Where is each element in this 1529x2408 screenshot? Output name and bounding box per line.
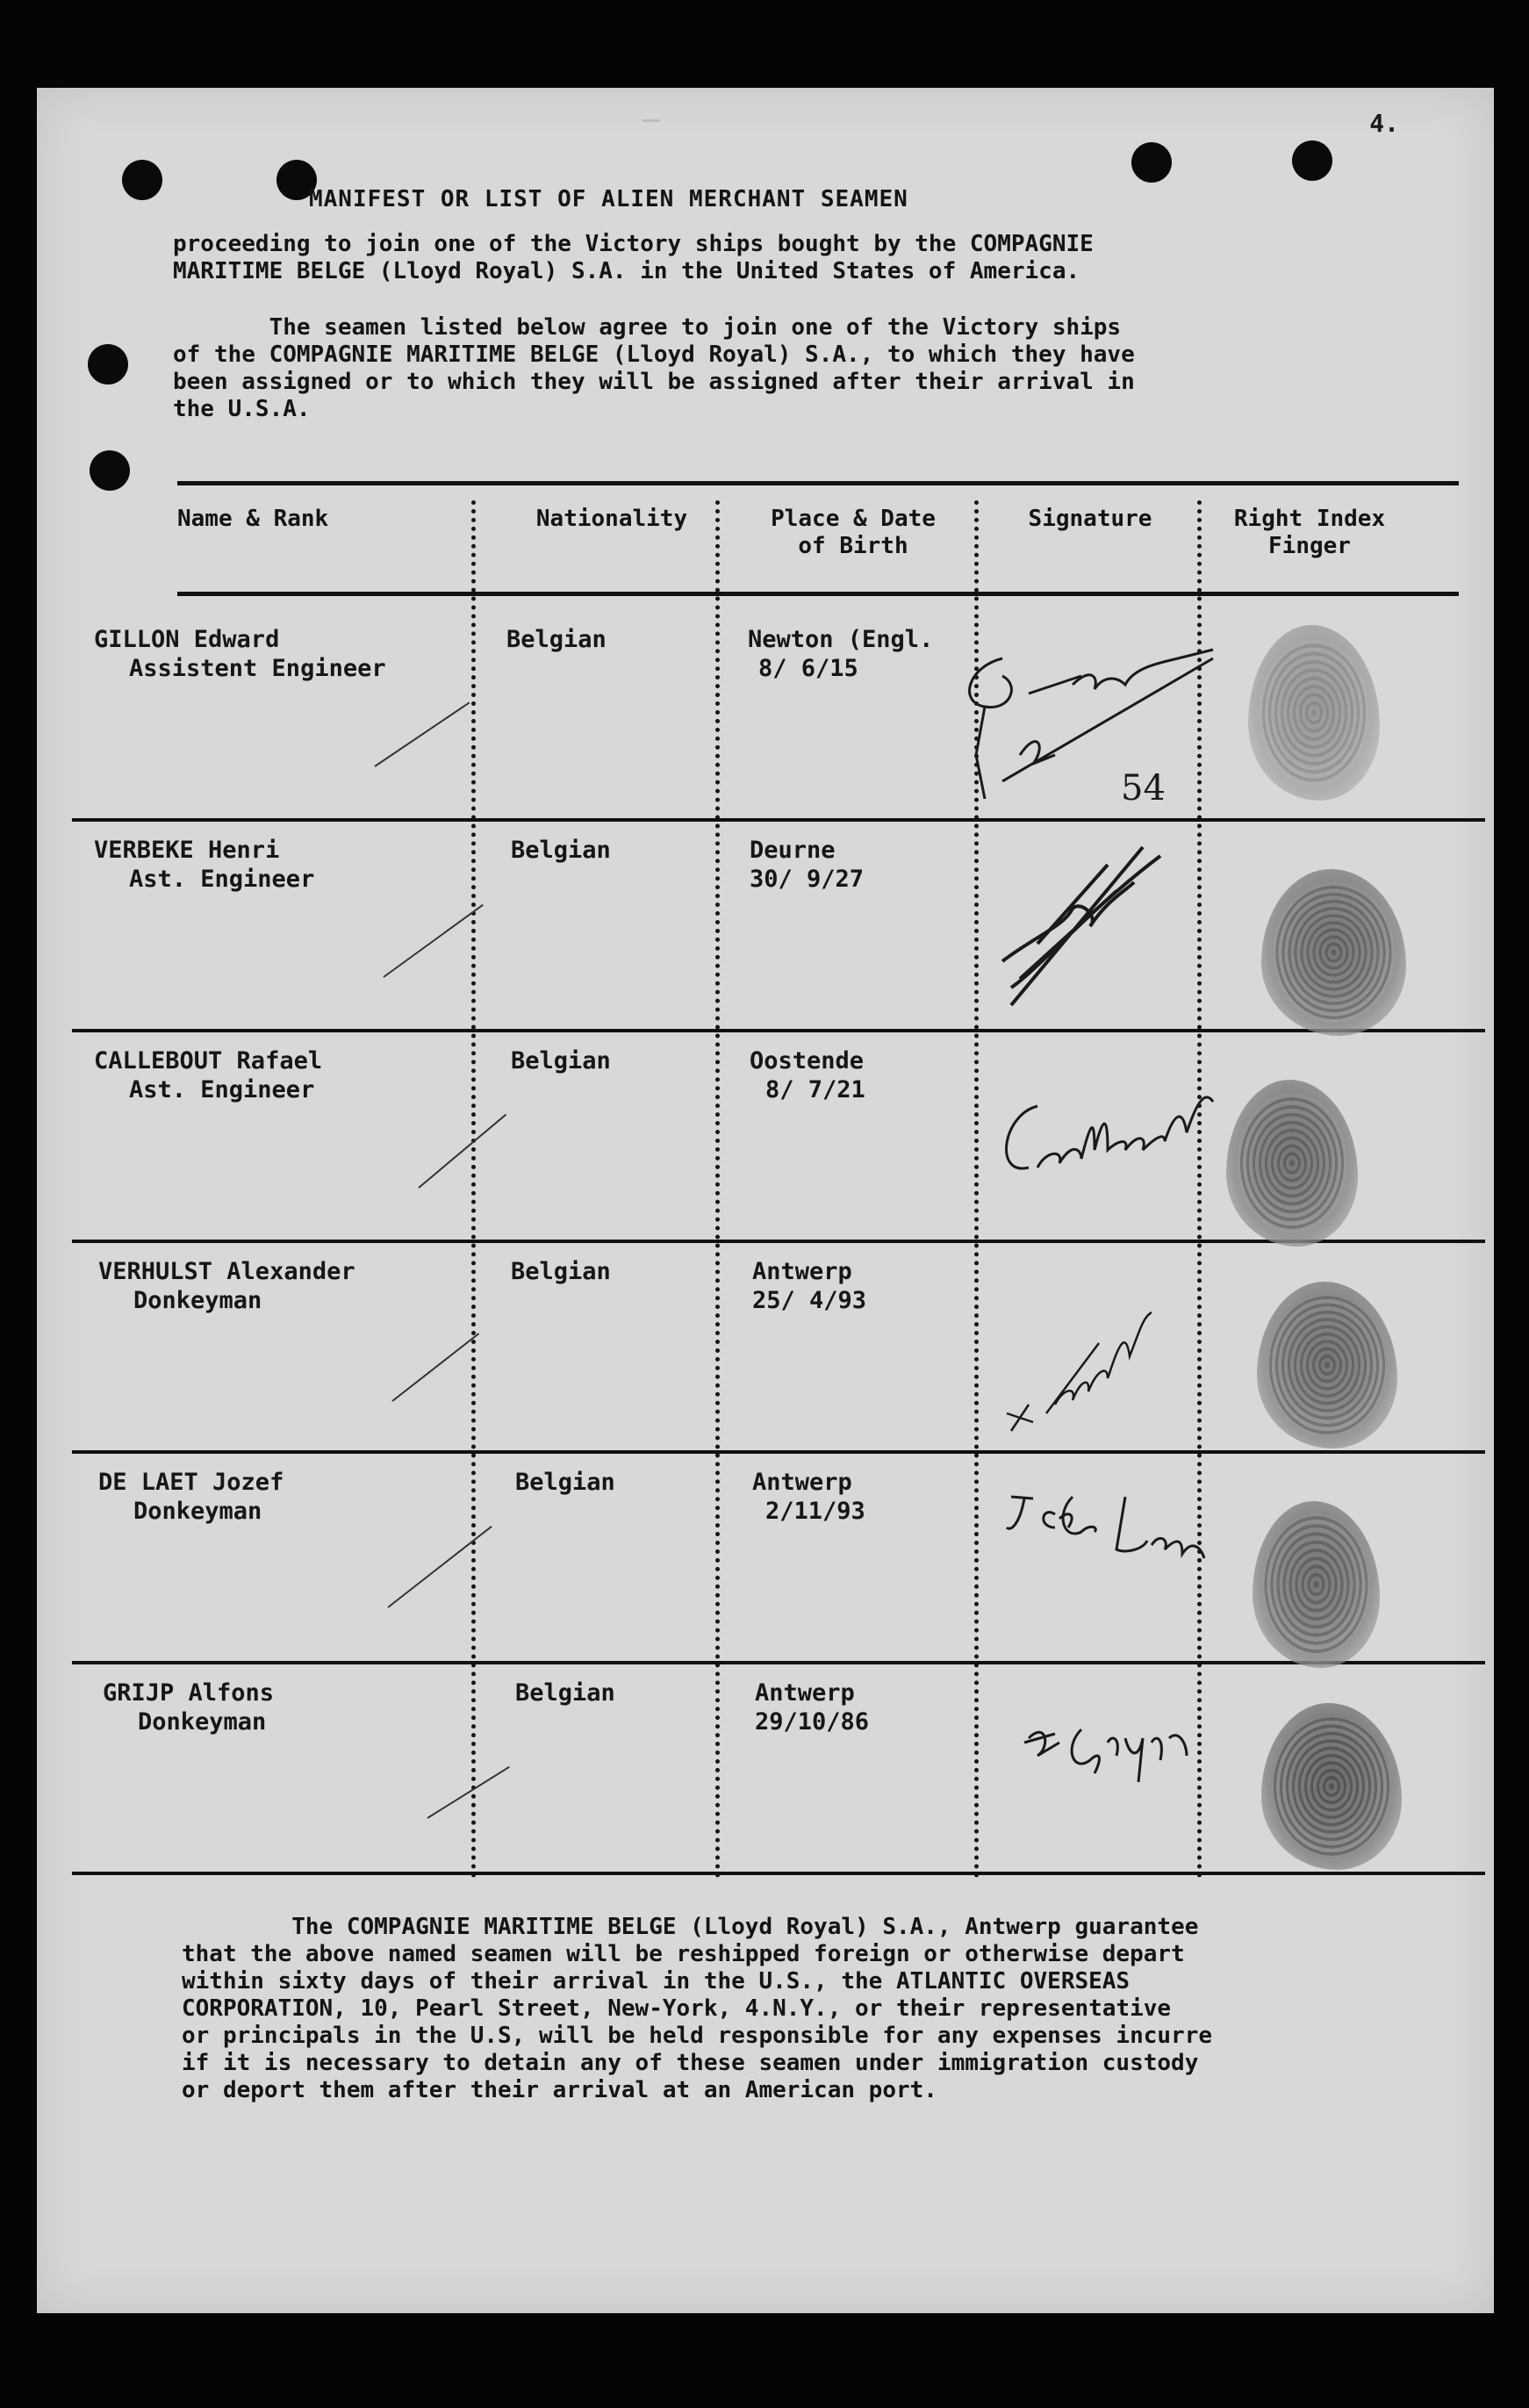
punch-hole <box>1292 140 1332 181</box>
fingerprint <box>1248 625 1380 801</box>
check-mark <box>391 1333 479 1402</box>
check-mark <box>418 1114 506 1189</box>
fingerprint <box>1257 1282 1397 1448</box>
header-nationality: Nationality <box>535 506 688 532</box>
seaman-rank: Assistent Engineer <box>129 655 386 682</box>
seaman-name: CALLEBOUT Rafael <box>94 1047 323 1075</box>
birth-place: Newton (Engl. <box>748 626 934 653</box>
check-mark <box>387 1526 492 1608</box>
birth-date: 30/ 9/27 <box>750 866 865 893</box>
nationality: Belgian <box>515 1469 615 1496</box>
check-mark <box>427 1766 509 1819</box>
fingerprint <box>1261 869 1406 1036</box>
row-separator <box>72 1450 1485 1454</box>
birth-place: Antwerp <box>752 1258 852 1285</box>
birth-date: 25/ 4/93 <box>752 1287 867 1314</box>
seaman-name: VERHULST Alexander <box>98 1258 355 1285</box>
nationality: Belgian <box>506 626 607 653</box>
table-bottom-rule <box>72 1872 1485 1875</box>
signature-handwriting <box>985 830 1178 1023</box>
seaman-name: DE LAET Jozef <box>98 1469 284 1496</box>
seaman-name: GILLON Edward <box>94 626 280 653</box>
header-name-rank: Name & Rank <box>177 506 329 532</box>
seaman-name: VERBEKE Henri <box>94 837 280 864</box>
header-signature: Signature <box>1028 506 1152 532</box>
header-right-index-finger: Right Index Finger <box>1233 506 1386 559</box>
nationality: Belgian <box>511 1258 611 1285</box>
row-separator <box>72 818 1485 822</box>
check-mark <box>383 904 483 978</box>
document-title: MANIFEST OR LIST OF ALIEN MERCHANT SEAMEN <box>309 186 908 212</box>
seaman-rank: Ast. Engineer <box>129 866 315 893</box>
birth-date: 8/ 6/15 <box>758 655 858 682</box>
seaman-rank: Donkeyman <box>138 1708 267 1736</box>
birth-place: Antwerp <box>752 1469 852 1496</box>
scan-mark <box>642 119 660 122</box>
seaman-name: GRIJP Alfons <box>103 1679 275 1707</box>
birth-place: Antwerp <box>755 1679 855 1707</box>
birth-place: Deurne <box>750 837 836 864</box>
intro-paragraph: The seamen listed below agree to join one of the Victory ships of the COMPAGNIE MARITIME BELGE (Lloyd Royal) S.A., to which they have been assigned or to which they will be assigned after their arrival in the U.S.A. <box>173 314 1135 422</box>
column-divider <box>715 500 720 1879</box>
signature-handwriting <box>985 1053 1231 1203</box>
seaman-rank: Donkeyman <box>133 1498 262 1525</box>
fingerprint <box>1253 1501 1380 1668</box>
punch-hole <box>1131 142 1172 183</box>
fingerprint <box>1261 1703 1402 1870</box>
handwritten-number: 54 <box>1121 768 1166 809</box>
punch-hole <box>88 344 128 385</box>
check-mark <box>374 701 470 766</box>
signature-handwriting <box>994 1273 1169 1457</box>
header-bottom-rule <box>177 592 1459 596</box>
fingerprint <box>1226 1080 1358 1247</box>
signature-handwriting <box>950 623 1231 816</box>
row-separator <box>72 1029 1485 1032</box>
birth-date: 2/11/93 <box>765 1498 865 1525</box>
signature-handwriting <box>994 1479 1222 1585</box>
birth-place: Oostende <box>750 1047 865 1075</box>
row-separator <box>72 1661 1485 1664</box>
guarantee-paragraph: The COMPAGNIE MARITIME BELGE (Lloyd Royal) S.A., Antwerp guarantee that the above named seamen will be reshipped foreign or otherwise depart within sixty days of their arrival in the U.S., the ATLANTIC OVERSEAS CORPORATION, 10, Pearl Street, New-York, 4.N.Y., or their representative or principals in the U.S, will be held responsible for any expenses incurre if it is necessary to detain any of these seamen under immigration custody or deport them after their arrival at an American port. <box>182 1914 1212 2103</box>
column-divider <box>471 500 476 1879</box>
punch-hole <box>90 450 130 491</box>
nationality: Belgian <box>511 1047 611 1075</box>
page-number: 4. <box>1369 109 1399 138</box>
birth-date: 29/10/86 <box>755 1708 870 1736</box>
nationality: Belgian <box>515 1679 615 1707</box>
seaman-rank: Ast. Engineer <box>129 1076 315 1103</box>
table-top-rule <box>177 481 1459 485</box>
manifest-page <box>37 88 1494 2313</box>
document-subtitle: proceeding to join one of the Victory ships bought by the COMPAGNIE MARITIME BELGE (Lloyd Royal) S.A. in the United States of America. <box>173 231 1094 284</box>
header-birth: Place & Date of Birth <box>771 506 936 559</box>
nationality: Belgian <box>511 837 611 864</box>
seaman-rank: Donkeyman <box>133 1287 262 1314</box>
birth-date: 8/ 7/21 <box>765 1076 865 1103</box>
punch-hole <box>122 160 162 200</box>
signature-handwriting <box>1011 1694 1222 1791</box>
